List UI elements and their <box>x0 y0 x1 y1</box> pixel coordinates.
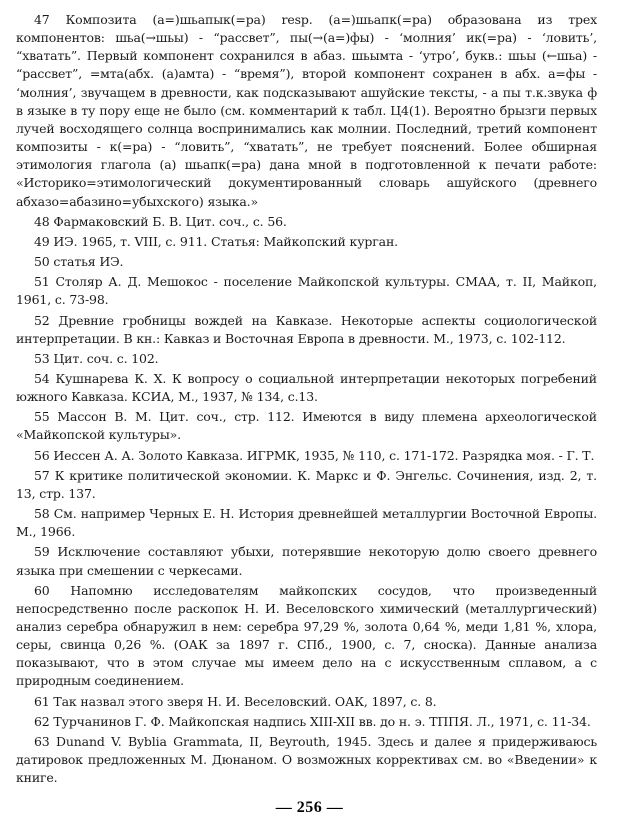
page-number: — 256 — <box>275 799 344 816</box>
endnote-55: 55 Массон В. М. Цит. соч., стр. 112. Имеются в виду племена археологической «Майкопской культуры». <box>16 409 597 443</box>
endnote-53: 53 Цит. соч. с. 102. <box>34 350 159 366</box>
endnote-49: 49 ИЭ. 1965, т. VIII, с. 911. Статья: Майкопский курган. <box>34 233 398 249</box>
endnote-60: 60 Напомню исследователям майкопских сосудов, что произведенный непосредственно после раскопок Н. И. Веселовского химический (металлургический) анализ серебра обнаружил в нем: серебра 97,29 %, золота 0,64 %, меди 1,81 %, хлора, серы, свинца 0,26 %. (ОАК за 1897 г. СПб., 1900, с. 7, сноска). Данные анализа показывают, что в этом случае мы имеем дело на с искусственным сплавом, а с природным соединением. <box>16 582 597 689</box>
endnote-58: 58 См. например Черных Е. Н. История древнейшей металлургии Восточной Европы. М., 1966. <box>16 506 597 540</box>
endnote-48: 48 Фармаковский Б. В. Цит. соч., с. 56. <box>34 213 287 229</box>
endnote-62: 62 Турчанинов Г. Ф. Майкопская надпись XIII-XII вв. до н. э. ТППЯ. Л., 1971, с. 11-34. <box>34 713 591 729</box>
endnote-56: 56 Иессен А. А. Золото Кавказа. ИГРМК, 1935, № 110, с. 171-172. Разрядка моя. - Г. Т. <box>34 447 595 463</box>
endnote-57: 57 К критике политической экономии. К. Маркс и Ф. Энгельс. Сочинения, изд. 2, т. 13, стр. 137. <box>16 467 597 501</box>
endnote-47: 47 Композита (а=)шьапык(=ра) resp. (а=)шьапк(=ра) образована из трех компонентов: шьа(→шьы) - “рассвет”, пы(→(а=)фы) - ‘молния’ ик(=ра) - ‘ловить’, “хватать”. Первый компонент сохранился в абаз. шьымта - ‘утро’, букв.: шьы (←шьа) - “рассвет”, =мта(абх. (а)амта) - “время”), второй компонент сохранен в абх. а=фы - ‘молния’, звучащем в древности, как подсказывают ашуйские тексты, - а пы т.к.звука ф в языке в ту пору еще не было (см. комментарий к табл. Ц4(1). Вероятно брызги первых лучей восходящего солнца воспринимались как молнии. Последний, третий компонент композиты - к(=ра) - “ловить”, “хватать”, не требует пояснений. Более обширная этимология глагола (а) шьапк(=ра) дана мной в подготовленной к печати работе: «Историко=этимологический документированный словарь ашуйского (древнего абхазо=абазино=убыхского) языка.» <box>16 12 597 209</box>
endnote-59: 59 Исключение составляют убыхи, потерявшие некоторую долю своего древнего языка при смешении с черкесами. <box>16 544 597 578</box>
endnotes-list <box>16 11 597 787</box>
endnote-54: 54 Кушнарева К. Х. К вопросу о социальной интерпретации некоторых погребений южного Кавказа. КСИА, М., 1937, № 134, с.13. <box>16 370 597 405</box>
endnote-51: 51 Столяр А. Д. Мешокос - поселение Майкопской культуры. СМАА, т. II, Майкоп, 1961, с. 73-98. <box>16 274 597 308</box>
endnote-63: 63 Dunand V. Byblia Grammata, II, Beyrouth, 1945. Здесь и далее я придерживаюсь датировок предложенных М. Дюнаном. О возможных коррективах см. во «Введении» к книге. <box>16 733 597 786</box>
endnote-50: 50 статья ИЭ. <box>34 254 124 270</box>
endnote-52: 52 Древние гробницы вождей на Кавказе. Некоторые аспекты социологической интерпретации. В кн.: Кавказ и Восточная Европа в древности. М., 1973, с. 102-112. <box>16 312 597 346</box>
endnote-61: 61 Так назвал этого зверя Н. И. Веселовский. ОАК, 1897, с. 8. <box>34 693 437 709</box>
